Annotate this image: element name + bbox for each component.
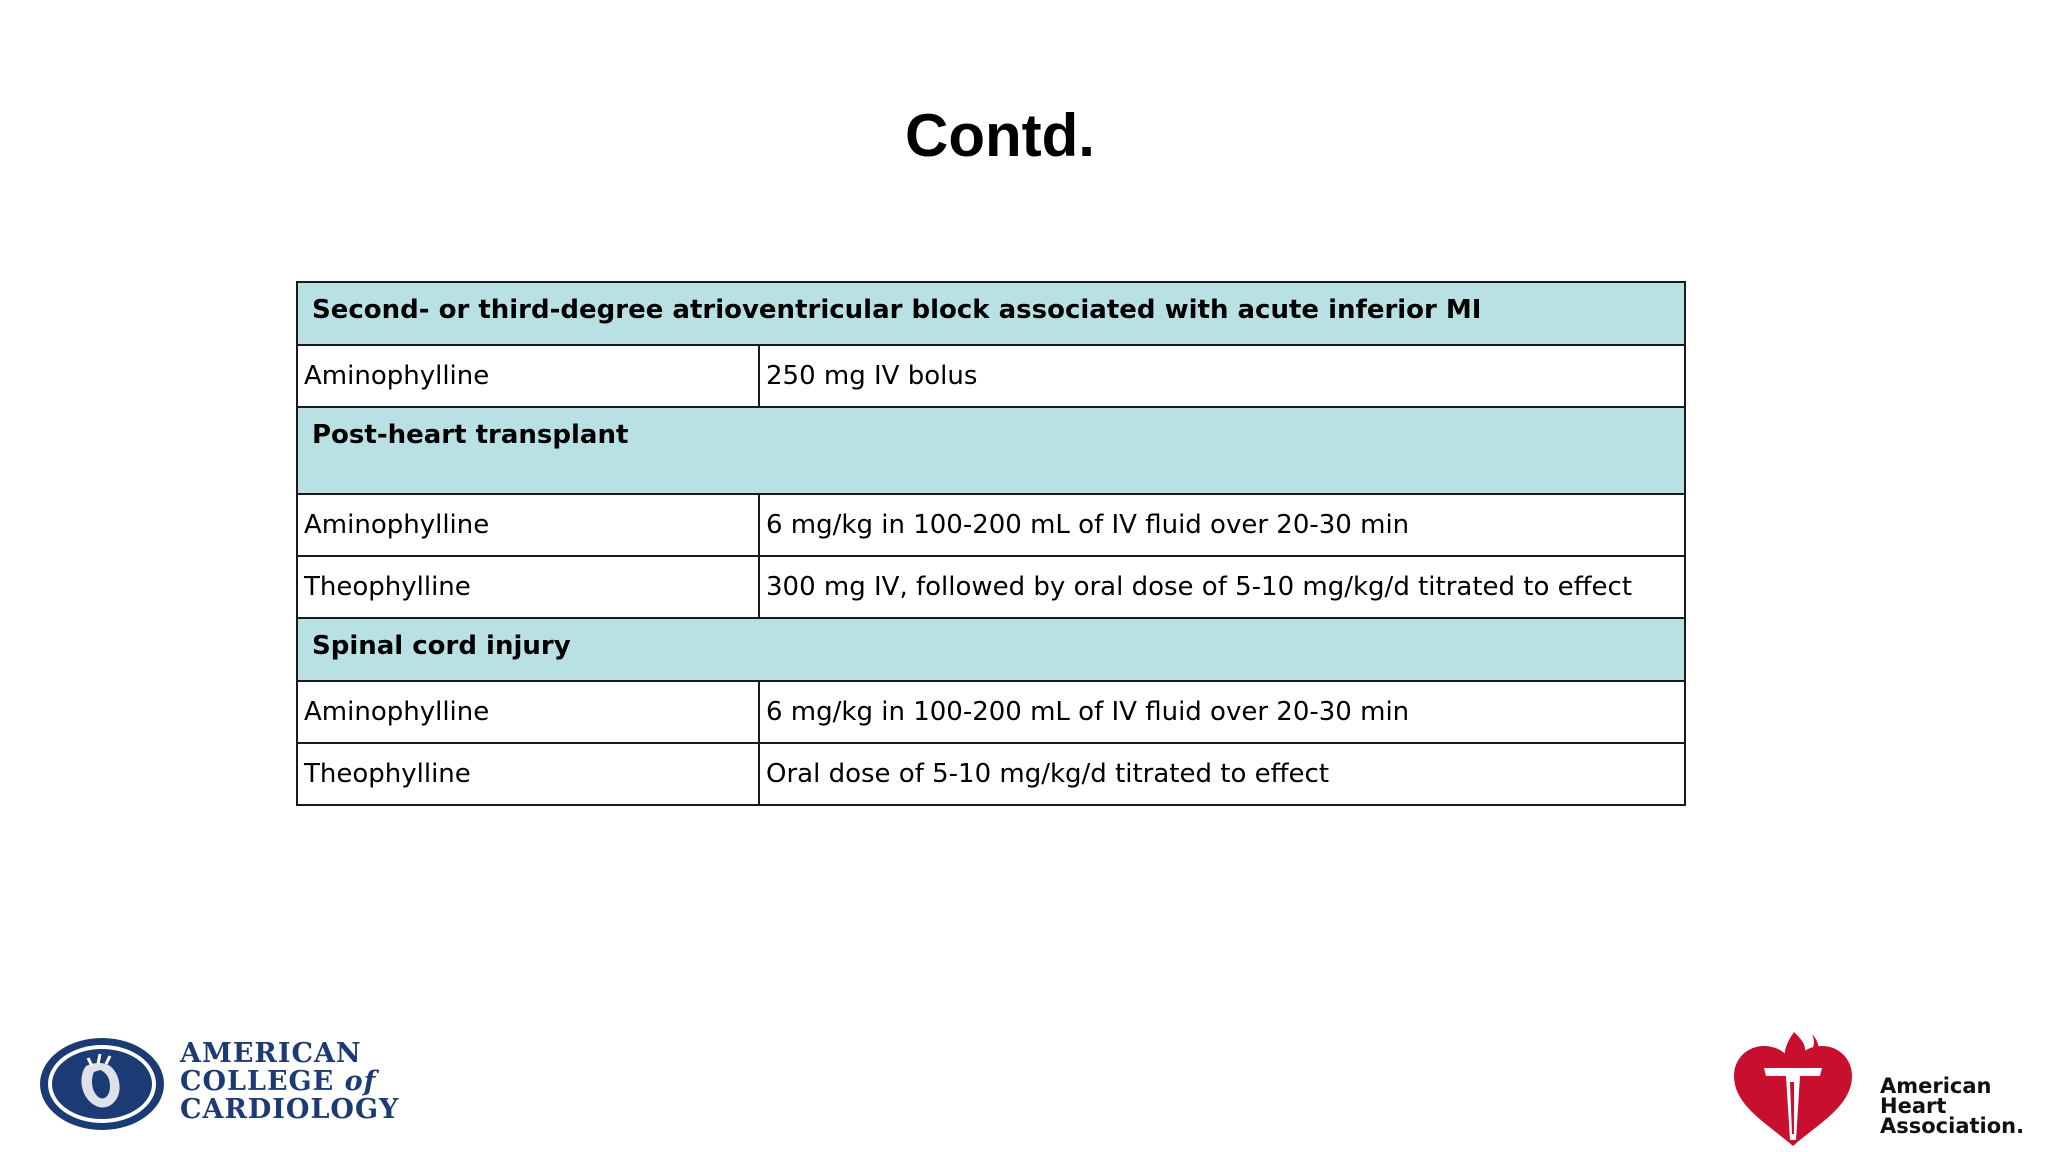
section-label: Spinal cord injury xyxy=(297,618,1685,681)
drug-cell: Theophylline xyxy=(297,556,759,618)
dose-cell: 6 mg/kg in 100-200 mL of IV fluid over 20-30 min xyxy=(759,494,1685,556)
acc-seal-icon xyxy=(38,1036,166,1132)
table-row xyxy=(297,743,1685,805)
dose-cell: Oral dose of 5-10 mg/kg/d titrated to effect xyxy=(759,743,1685,805)
aha-line-2: Heart xyxy=(1880,1094,1947,1118)
drug-cell: Aminophylline xyxy=(297,345,759,407)
acc-line-1: AMERICAN xyxy=(180,1038,362,1069)
section-label: Post-heart transplant xyxy=(297,407,1685,494)
acc-logo xyxy=(38,1036,438,1136)
drug-cell: Aminophylline xyxy=(297,494,759,556)
aha-line-3: Association. xyxy=(1880,1114,2025,1138)
aha-line-1: American xyxy=(1880,1074,1992,1098)
slide-title: Contd. xyxy=(905,102,1095,169)
aha-logo xyxy=(1728,1024,2048,1152)
dosing-table xyxy=(296,281,1686,806)
dose-cell: 250 mg IV bolus xyxy=(759,345,1685,407)
drug-cell: Theophylline xyxy=(297,743,759,805)
acc-college-text: COLLEGE xyxy=(180,1066,345,1097)
table-row xyxy=(297,681,1685,743)
section-label: Second- or third-degree atrioventricular block associated with acute inferior MI xyxy=(297,282,1685,345)
drug-cell: Aminophylline xyxy=(297,681,759,743)
section-row-post-transplant xyxy=(297,407,1685,494)
dose-cell: 300 mg IV, followed by oral dose of 5-10 mg/kg/d titrated to effect xyxy=(759,556,1685,618)
aha-wordmark xyxy=(1880,1076,2024,1136)
table-row xyxy=(297,556,1685,618)
heart-torch-icon xyxy=(1728,1024,1858,1150)
acc-line-2 xyxy=(180,1068,399,1096)
acc-line-3: CARDIOLOGY xyxy=(180,1094,400,1125)
section-row-spinal-cord xyxy=(297,618,1685,681)
acc-wordmark xyxy=(180,1040,399,1124)
table-row xyxy=(297,345,1685,407)
table-row xyxy=(297,494,1685,556)
dose-cell: 6 mg/kg in 100-200 mL of IV fluid over 20-30 min xyxy=(759,681,1685,743)
section-row-av-block xyxy=(297,282,1685,345)
acc-of-text: of xyxy=(344,1066,377,1097)
